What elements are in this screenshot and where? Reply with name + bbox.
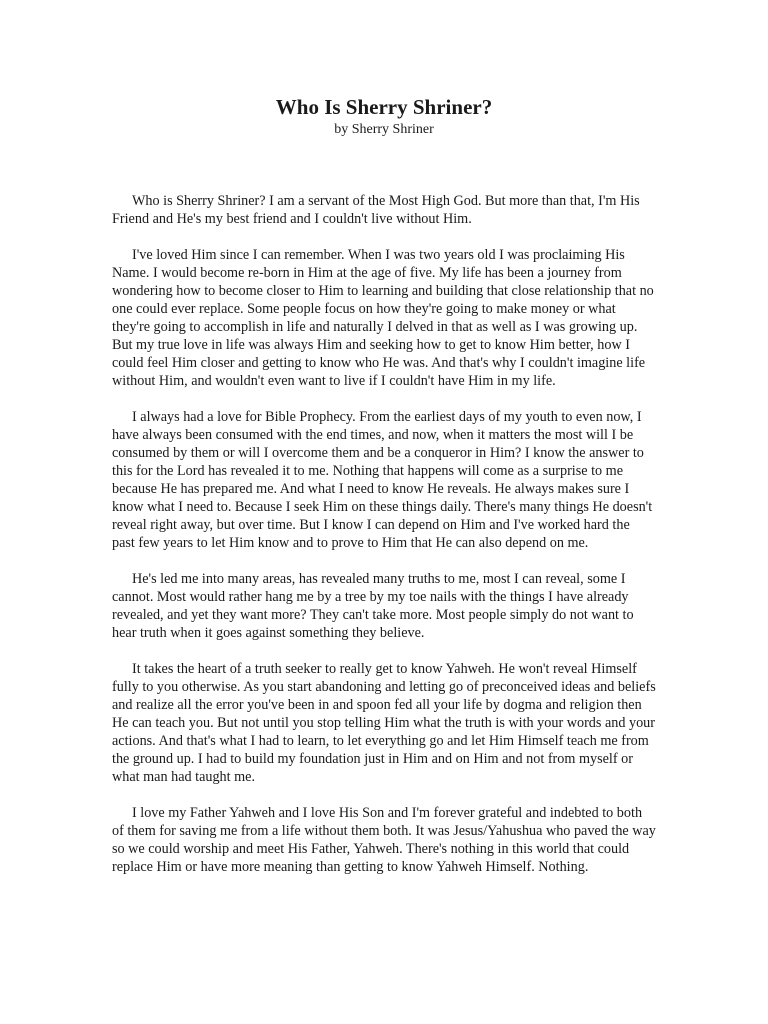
paragraph-6: I love my Father Yahweh and I love His Son and I'm forever grateful and indebted to both of them for saving me from a life without them both. It was Jesus/Yahushua who paved the way so we could worship and meet His Father, Yahweh. There's nothing in this world that could replace Him or have more meaning than getting to know Yahweh Himself. Nothing. [112,805,656,875]
document-byline: by Sherry Shriner [334,122,434,137]
paragraph-5: It takes the heart of a truth seeker to really get to know Yahweh. He won't reveal Himself fully to you otherwise. As you start abandoning and letting go of preconceived ideas and beliefs and realize all the error you've been in and spoon fed all your life by dogma and religion then He can teach you. But not until you stop telling Him what the truth is with your words and your actions. And that's what I had to learn, to let everything go and let Him Himself teach me from the ground up. I had to build my foundation just in Him and on Him and not from myself or what man had taught me. [112,661,656,785]
paragraph-4: He's led me into many areas, has revealed many truths to me, most I can reveal, some I cannot. Most would rather hang me by a tree by my toe nails with the things I have already revealed, and yet they want more? They can't take more. Most people simply do not want to hear truth when it goes against something they believe. [112,571,634,641]
paragraph-1: Who is Sherry Shriner? I am a servant of the Most High God. But more than that, I'm His Friend and He's my best friend and I couldn't live without Him. [112,193,640,227]
paragraph-3: I always had a love for Bible Prophecy. From the earliest days of my youth to even now, I have always been consumed with the end times, and now, when it matters the most will I be consumed by them or will I overcome them and be a conqueror in Him? I know the answer to this for the Lord has revealed it to me. Nothing that happens will come as a surprise to me because He has prepared me. And what I need to know He reveals. He always makes sure I know what I need to. Because I seek Him on these things daily. There's many things He doesn't reveal right away, but over time. But I know I can depend on Him and I've worked hard the past few years to let Him know and to prove to Him that He can also depend on me. [112,409,653,551]
document-title: Who Is Sherry Shriner? [275,95,493,119]
paragraph-2: I've loved Him since I can remember. When I was two years old I was proclaiming His Name. I would become re-born in Him at the age of five. My life has been a journey from wondering how to become closer to Him to learning and building that close relationship that no one could ever replace. Some people focus on how they're going to make money or what they're going to accomplish in life and naturally I delved in that as well as I was growing up. But my true love in life was always Him and seeking how to get to know Him better, how I could feel Him closer and getting to know who He was. And that's why I couldn't imagine life without Him, and wouldn't even want to live if I couldn't have Him in my life. [112,247,654,389]
document-body [112,192,656,894]
